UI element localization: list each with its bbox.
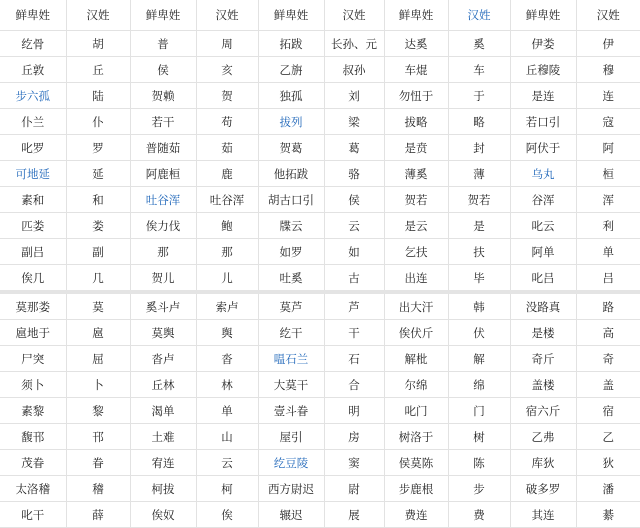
table-cell: 吐奚	[258, 265, 324, 293]
table-row	[0, 424, 640, 450]
header-cell: 鲜卑姓	[130, 0, 196, 31]
table-cell: 屈	[66, 346, 130, 372]
table-cell: 韩	[448, 292, 510, 320]
table-cell: 奇	[576, 346, 640, 372]
table-cell: 俟几	[0, 265, 66, 293]
header-cell: 汉姓	[576, 0, 640, 31]
table-cell: 乙弗	[510, 424, 576, 450]
table-cell: 俟力伐	[130, 213, 196, 239]
table-cell: 丘	[66, 57, 130, 83]
table-row	[0, 346, 640, 372]
table-cell: 费	[448, 502, 510, 528]
table-cell: 仆	[66, 109, 130, 135]
table-cell: 他拓跋	[258, 161, 324, 187]
table-row	[0, 450, 640, 476]
table-cell: 贺	[196, 83, 258, 109]
table-cell: 卜	[66, 372, 130, 398]
table-row	[0, 31, 640, 57]
table-row	[0, 320, 640, 346]
table-cell: 扈地于	[0, 320, 66, 346]
table-cell: 库狄	[510, 450, 576, 476]
table-cell: 须卜	[0, 372, 66, 398]
table-cell: 阿伏于	[510, 135, 576, 161]
table-cell: 副	[66, 239, 130, 265]
table-cell: 是楼	[510, 320, 576, 346]
table-cell: 邗	[66, 424, 130, 450]
table-cell: 尸突	[0, 346, 66, 372]
header-cell: 鲜卑姓	[384, 0, 448, 31]
table-cell: 乙	[576, 424, 640, 450]
table-cell: 门	[448, 398, 510, 424]
table-cell: 丘敦	[0, 57, 66, 83]
table-cell: 乙旃	[258, 57, 324, 83]
table-cell: 罗	[66, 135, 130, 161]
table-cell: 出连	[384, 265, 448, 293]
table-cell: 如	[324, 239, 384, 265]
table-cell: 鲍	[196, 213, 258, 239]
table-cell: 吐谷浑	[196, 187, 258, 213]
table-cell: 是贲	[384, 135, 448, 161]
table-cell: 叱门	[384, 398, 448, 424]
table-cell: 云	[196, 450, 258, 476]
table-cell: 石	[324, 346, 384, 372]
table-row	[0, 83, 640, 109]
table-cell-link[interactable]: 步六孤	[0, 83, 66, 109]
table-cell: 几	[66, 265, 130, 293]
table-cell: 葛	[324, 135, 384, 161]
table-cell: 展	[324, 502, 384, 528]
table-cell: 单	[576, 239, 640, 265]
table-cell: 长孙、元	[324, 31, 384, 57]
table-cell: 吕	[576, 265, 640, 293]
table-cell: 贺葛	[258, 135, 324, 161]
table-cell: 叔孙	[324, 57, 384, 83]
table-cell: 土难	[130, 424, 196, 450]
table-cell: 那	[196, 239, 258, 265]
table-cell: 谷浑	[510, 187, 576, 213]
table-cell: 拔略	[384, 109, 448, 135]
table-cell: 出大汗	[384, 292, 448, 320]
table-cell: 屋引	[258, 424, 324, 450]
table-cell: 奇斤	[510, 346, 576, 372]
table-row	[0, 161, 640, 187]
table-cell: 扶	[448, 239, 510, 265]
table-cell: 奚斗卢	[130, 292, 196, 320]
table-cell: 薛	[66, 502, 130, 528]
table-cell-link[interactable]: 嗢石兰	[258, 346, 324, 372]
table-cell: 俟伏斤	[384, 320, 448, 346]
table-cell: 宿六斤	[510, 398, 576, 424]
table-cell: 俟奴	[130, 502, 196, 528]
table-cell: 侯	[324, 187, 384, 213]
table-cell: 山	[196, 424, 258, 450]
table-cell: 茂眷	[0, 450, 66, 476]
table-cell: 亥	[196, 57, 258, 83]
table-cell: 叱干	[0, 502, 66, 528]
table-cell: 封	[448, 135, 510, 161]
table-cell: 伏	[448, 320, 510, 346]
table-cell: 是连	[510, 83, 576, 109]
table-cell: 薄	[448, 161, 510, 187]
table-cell: 辗迟	[258, 502, 324, 528]
table-cell: 树	[448, 424, 510, 450]
table-cell: 盖	[576, 372, 640, 398]
table-cell: 綦	[576, 502, 640, 528]
table-cell-link[interactable]: 可地延	[0, 161, 66, 187]
table-cell: 骆	[324, 161, 384, 187]
header-cell: 鲜卑姓	[0, 0, 66, 31]
table-cell: 尉	[324, 476, 384, 502]
table-cell: 沓卢	[130, 346, 196, 372]
table-cell: 沓	[196, 346, 258, 372]
table-cell: 明	[324, 398, 384, 424]
table-cell: 周	[196, 31, 258, 57]
table-cell: 连	[576, 83, 640, 109]
table-cell: 是	[448, 213, 510, 239]
table-cell: 车	[448, 57, 510, 83]
table-cell: 馥邗	[0, 424, 66, 450]
table-cell: 梁	[324, 109, 384, 135]
table-cell: 绵	[448, 372, 510, 398]
table-row	[0, 239, 640, 265]
table-cell: 伊	[576, 31, 640, 57]
table-cell: 云	[324, 213, 384, 239]
table-cell: 胡古口引	[258, 187, 324, 213]
table-cell: 丘林	[130, 372, 196, 398]
table-cell: 其连	[510, 502, 576, 528]
table-cell: 俟	[196, 502, 258, 528]
table-cell: 眷	[66, 450, 130, 476]
table-cell: 普	[130, 31, 196, 57]
table-cell: 纥干	[258, 320, 324, 346]
table-cell: 树洛于	[384, 424, 448, 450]
table-cell: 舆	[196, 320, 258, 346]
table-cell: 叱吕	[510, 265, 576, 293]
table-row	[0, 187, 640, 213]
table-cell: 古	[324, 265, 384, 293]
table-cell: 伊娄	[510, 31, 576, 57]
table-cell: 阿	[576, 135, 640, 161]
table-row	[0, 57, 640, 83]
table-cell: 太洛稽	[0, 476, 66, 502]
table-cell: 如罗	[258, 239, 324, 265]
table-cell: 壹斗眷	[258, 398, 324, 424]
table-cell: 柯	[196, 476, 258, 502]
header-cell: 汉姓	[196, 0, 258, 31]
table-cell: 叱云	[510, 213, 576, 239]
table-cell: 侯莫陈	[384, 450, 448, 476]
table-cell: 寇	[576, 109, 640, 135]
table-cell: 乞扶	[384, 239, 448, 265]
table-row	[0, 109, 640, 135]
table-cell: 莫舆	[130, 320, 196, 346]
table-cell: 狄	[576, 450, 640, 476]
table-cell: 薄奚	[384, 161, 448, 187]
table-cell: 贺若	[448, 187, 510, 213]
table-cell: 单	[196, 398, 258, 424]
table-cell: 副吕	[0, 239, 66, 265]
table-cell: 宿	[576, 398, 640, 424]
table-cell: 若口引	[510, 109, 576, 135]
table-cell: 贺若	[384, 187, 448, 213]
header-cell-link[interactable]: 汉姓	[448, 0, 510, 31]
header-cell: 鲜卑姓	[510, 0, 576, 31]
table-cell: 浑	[576, 187, 640, 213]
table-cell: 牒云	[258, 213, 324, 239]
table-cell: 窦	[324, 450, 384, 476]
table-row	[0, 135, 640, 161]
table-cell: 叱罗	[0, 135, 66, 161]
table-cell: 柯拔	[130, 476, 196, 502]
table-cell: 若干	[130, 109, 196, 135]
table-cell: 桓	[576, 161, 640, 187]
table-cell: 阿单	[510, 239, 576, 265]
header-cell: 汉姓	[66, 0, 130, 31]
table-cell-link[interactable]: 纥豆陵	[258, 450, 324, 476]
table-cell: 陈	[448, 450, 510, 476]
header-cell: 汉姓	[324, 0, 384, 31]
header-cell: 鲜卑姓	[258, 0, 324, 31]
table-cell: 潘	[576, 476, 640, 502]
table-cell: 黎	[66, 398, 130, 424]
table-cell: 扈	[66, 320, 130, 346]
table-cell: 利	[576, 213, 640, 239]
table-cell: 高	[576, 320, 640, 346]
table-row	[0, 398, 640, 424]
table-cell: 匹娄	[0, 213, 66, 239]
table-cell: 纥骨	[0, 31, 66, 57]
table-cell: 普随茹	[130, 135, 196, 161]
table-cell: 宥连	[130, 450, 196, 476]
table-cell: 干	[324, 320, 384, 346]
table-cell: 贺儿	[130, 265, 196, 293]
table-cell: 步鹿根	[384, 476, 448, 502]
header-row	[0, 0, 640, 31]
table-cell: 阿鹿桓	[130, 161, 196, 187]
table-cell: 仆兰	[0, 109, 66, 135]
table-cell: 苟	[196, 109, 258, 135]
table-cell: 胡	[66, 31, 130, 57]
table-cell: 素黎	[0, 398, 66, 424]
table-row	[0, 265, 640, 293]
table-cell: 延	[66, 161, 130, 187]
table-cell: 莫那娄	[0, 292, 66, 320]
table-cell: 拓跋	[258, 31, 324, 57]
table-cell: 解枇	[384, 346, 448, 372]
table-cell: 渴单	[130, 398, 196, 424]
table-cell: 贺赖	[130, 83, 196, 109]
table-cell: 略	[448, 109, 510, 135]
table-cell: 西方尉迟	[258, 476, 324, 502]
table-row	[0, 213, 640, 239]
table-cell: 鹿	[196, 161, 258, 187]
table-cell-link[interactable]: 乌丸	[510, 161, 576, 187]
table-cell: 破多罗	[510, 476, 576, 502]
table-cell: 刘	[324, 83, 384, 109]
table-cell: 莫芦	[258, 292, 324, 320]
table-cell: 步	[448, 476, 510, 502]
table-cell: 于	[448, 83, 510, 109]
table-cell: 莫	[66, 292, 130, 320]
table-cell: 房	[324, 424, 384, 450]
table-cell: 路	[576, 292, 640, 320]
table-cell-link[interactable]: 拔列	[258, 109, 324, 135]
table-row	[0, 292, 640, 320]
table-cell: 没路真	[510, 292, 576, 320]
table-row	[0, 372, 640, 398]
table-cell: 茹	[196, 135, 258, 161]
table-cell: 索卢	[196, 292, 258, 320]
table-cell: 达奚	[384, 31, 448, 57]
table-row	[0, 476, 640, 502]
table-cell: 那	[130, 239, 196, 265]
table-cell: 和	[66, 187, 130, 213]
table-cell: 儿	[196, 265, 258, 293]
table-cell: 车焜	[384, 57, 448, 83]
table-cell: 勿忸于	[384, 83, 448, 109]
table-cell: 稽	[66, 476, 130, 502]
table-cell: 是云	[384, 213, 448, 239]
table-cell: 林	[196, 372, 258, 398]
table-cell: 盖楼	[510, 372, 576, 398]
table-cell: 尔绵	[384, 372, 448, 398]
table-cell: 独孤	[258, 83, 324, 109]
table-cell: 素和	[0, 187, 66, 213]
table-cell: 费连	[384, 502, 448, 528]
table-cell: 解	[448, 346, 510, 372]
table-cell: 奚	[448, 31, 510, 57]
table-cell: 合	[324, 372, 384, 398]
table-cell: 穆	[576, 57, 640, 83]
table-cell: 陆	[66, 83, 130, 109]
table-cell: 娄	[66, 213, 130, 239]
table-cell: 大莫干	[258, 372, 324, 398]
table-cell: 芦	[324, 292, 384, 320]
table-cell: 丘穆陵	[510, 57, 576, 83]
table-cell: 毕	[448, 265, 510, 293]
table-cell-link[interactable]: 吐谷浑	[130, 187, 196, 213]
table-cell: 侯	[130, 57, 196, 83]
